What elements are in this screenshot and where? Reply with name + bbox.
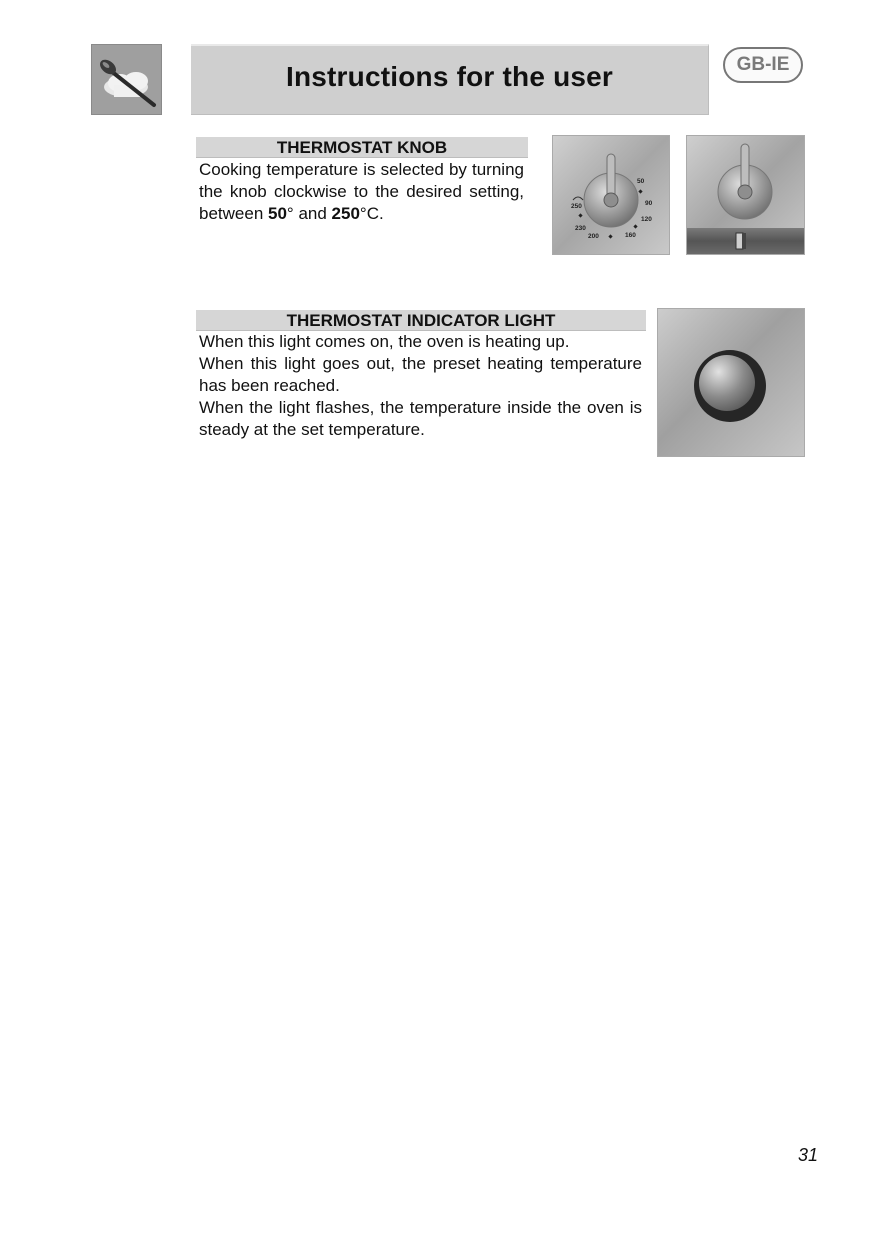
scale-label-90: 90 <box>645 200 653 207</box>
paragraph: When this light goes out, the preset heating temperature has been reached. <box>199 354 642 395</box>
thermostat-knob-icon <box>686 135 805 255</box>
text-segment: °C. <box>359 204 384 223</box>
logo-drawing <box>92 45 161 114</box>
section-heading-thermostat-indicator-light: THERMOSTAT INDICATOR LIGHT <box>196 310 646 331</box>
scale-label-120: 120 <box>641 216 652 223</box>
page-title: Instructions for the user <box>285 61 614 92</box>
paragraph: When the light flashes, the temperature inside the oven is steady at the set temperature. <box>199 398 642 439</box>
text-segment: ° and <box>286 204 332 223</box>
indicator-light-icon <box>657 308 805 457</box>
scale-label-160: 160 <box>625 232 636 239</box>
indicator-light-text <box>199 331 642 441</box>
max-temp-value: 250 <box>331 204 360 223</box>
header-bar <box>191 44 709 115</box>
paragraph: When this light comes on, the oven is heating up. <box>199 332 570 351</box>
spoon-chef-hat-icon <box>91 44 162 115</box>
min-temp-value: 50 <box>268 204 287 223</box>
scale-label-230: 230 <box>575 225 586 232</box>
language-badge: GB-IE <box>723 47 803 83</box>
page-number: 31 <box>797 1145 818 1165</box>
section-heading-thermostat-knob: THERMOSTAT KNOB <box>196 137 528 158</box>
text-segment: Cooking temperature is selected by turning the knob clockwise to the desired setting, between <box>199 160 524 223</box>
scale-label-50: 50 <box>637 178 645 185</box>
scale-label-250: 250 <box>571 203 582 210</box>
thermostat-knob-with-scale-icon <box>552 135 670 255</box>
thermostat-knob-text <box>199 159 524 225</box>
scale-label-200: 200 <box>588 233 599 240</box>
